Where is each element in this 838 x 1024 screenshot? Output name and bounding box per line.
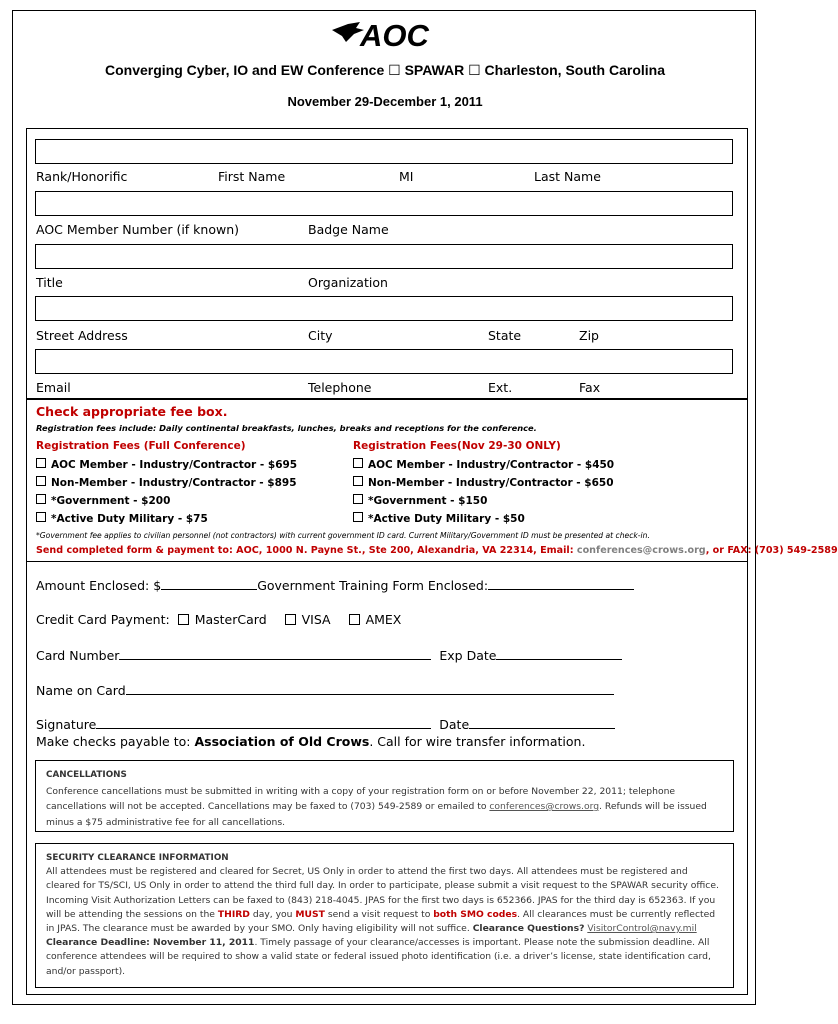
name-input[interactable] [35,139,733,164]
payment-divider [26,561,748,562]
name-on-card-field[interactable] [126,682,614,695]
send-email[interactable]: conferences@crows.org [576,545,706,556]
partial-conference-heading: Registration Fees(Nov 29-30 ONLY) [353,440,561,452]
logo-text: AOC [360,18,429,53]
city-label: City [308,328,333,343]
mastercard-checkbox[interactable] [178,614,189,625]
checkbox[interactable] [36,476,46,486]
cancellations-email[interactable]: conferences@crows.org [489,801,600,812]
gov-form-field[interactable] [488,577,634,590]
fee-note: Registration fees include: Daily continental breakfasts, lunches, breaks and receptions for the conference. [36,423,537,433]
rank-label: Rank/Honorific [36,169,128,184]
security-box [35,843,734,988]
checkbox[interactable] [36,512,46,522]
member-badge-input[interactable] [35,191,733,216]
fee-option-partial-government[interactable]: *Government - $150 [353,494,487,507]
email-label: Email [36,380,71,395]
exp-date-field[interactable] [496,647,622,660]
card-number-field[interactable] [119,647,431,660]
gov-form-label: Government Training Form Enclosed: [257,578,489,593]
checkbox[interactable] [353,494,363,504]
checks-payable-line: Make checks payable to: Association of Old Crows. Call for wire transfer information. [36,734,586,749]
fee-option-partial-member[interactable]: AOC Member - Industry/Contractor - $450 [353,458,614,471]
last-name-label: Last Name [534,169,601,184]
aoc-logo [330,16,440,53]
member-number-label: AOC Member Number (if known) [36,222,240,237]
government-fee-note: *Government fee applies to civilian personnel (not contractors) with current government ID card. Current Military/Government ID must be presented at check-in. [36,531,650,540]
visitor-control-email[interactable]: VisitorControl@navy.mil [587,923,697,935]
card-number-row: Card Number Exp Date [36,647,622,663]
name-on-card-row: Name on Card [36,682,614,698]
security-heading: SECURITY CLEARANCE INFORMATION [46,853,229,863]
security-text: All attendees must be registered and cleared for Secret, US Only in order to attend the first two days. All attendees must be registered and cleared for TS/SCI, US Only in order to attend the third full day. In order to participate, please submit a visit request to the SPAWAR security office. Incoming Visit Authorization Letters can be faxed to (843) 218-4045. JPAS for the first two days is 652366. JPAS for the third day is 652363. If you will be attending the sessions on the THIRD day, you MUST send a visit request to both SMO codes. All clearances must be currently reflected in JPAS. The clearance must be awarded by your SMO. Only having eligibility will not suffice. Clearance Questions? VisitorControl@navy.mil Clearance Deadline: November 11, 2011. Timely passage of your clearance/accesses is important. Please note the submission deadline. All conference attendees will be required to show a valid state or federal issued photo identification (i.e. a driver’s license, state identification card, and/or passport). [46,866,719,977]
street-label: Street Address [36,328,128,343]
amount-row [36,577,634,593]
checkbox[interactable] [353,458,363,468]
fee-option-full-nonmember[interactable]: Non-Member - Industry/Contractor - $895 [36,476,297,489]
ext-label: Ext. [488,380,513,395]
zip-label: Zip [579,328,599,343]
contact-input[interactable] [35,349,733,374]
telephone-label: Telephone [308,380,372,395]
cc-label: Credit Card Payment: [36,612,170,627]
fee-option-full-military[interactable]: *Active Duty Military - $75 [36,512,208,525]
amount-field[interactable] [161,577,257,590]
amount-label: Amount Enclosed: $ [36,578,162,593]
amex-checkbox[interactable] [349,614,360,625]
checkbox[interactable] [353,512,363,522]
fee-option-partial-nonmember[interactable]: Non-Member - Industry/Contractor - $650 [353,476,614,489]
conference-title: Converging Cyber, IO and EW Conference ☐ SPAWAR ☐ Charleston, South Carolina [104,62,666,78]
first-name-label: First Name [218,169,286,184]
cancellations-text: Conference cancellations must be submitted in writing with a copy of your registration form on or before November 22, 2011; telephone cancellations will not be accepted. Cancellations may be faxed to (703) 549-2589 or emailed to conferences@crows.org. Refunds will be issued minus a $75 administrative fee for all cancellations. [46,785,707,828]
fax-label: Fax [579,380,601,395]
title-label: Title [36,275,63,290]
organization-label: Organization [308,275,388,290]
fee-option-full-member[interactable]: AOC Member - Industry/Contractor - $695 [36,458,297,471]
checkbox[interactable] [353,476,363,486]
signature-row: Signature Date [36,716,615,732]
mi-label: MI [399,169,414,184]
signature-field[interactable] [96,716,431,729]
section-divider [26,398,748,400]
full-conference-heading: Registration Fees (Full Conference) [36,440,246,452]
state-label: State [488,328,522,343]
credit-card-row: Credit Card Payment: MasterCard VISA AMEX [36,612,402,627]
address-input[interactable] [35,296,733,321]
conference-dates: November 29-December 1, 2011 [287,94,483,109]
cancellations-heading: CANCELLATIONS [46,770,127,780]
title-org-input[interactable] [35,244,733,269]
send-instructions: Send completed form & payment to: AOC, 1000 N. Payne St., Ste 200, Alexandria, VA 22314, Email: conferences@crows.org, or FAX: (703) 549-2589 [36,545,838,556]
badge-name-label: Badge Name [308,222,389,237]
visa-checkbox[interactable] [285,614,296,625]
checkbox[interactable] [36,494,46,504]
fee-option-partial-military[interactable]: *Active Duty Military - $50 [353,512,525,525]
fee-option-full-government[interactable]: *Government - $200 [36,494,170,507]
fee-heading: Check appropriate fee box. [36,404,228,419]
cancellations-box [35,760,734,832]
checkbox[interactable] [36,458,46,468]
date-field[interactable] [469,716,615,729]
